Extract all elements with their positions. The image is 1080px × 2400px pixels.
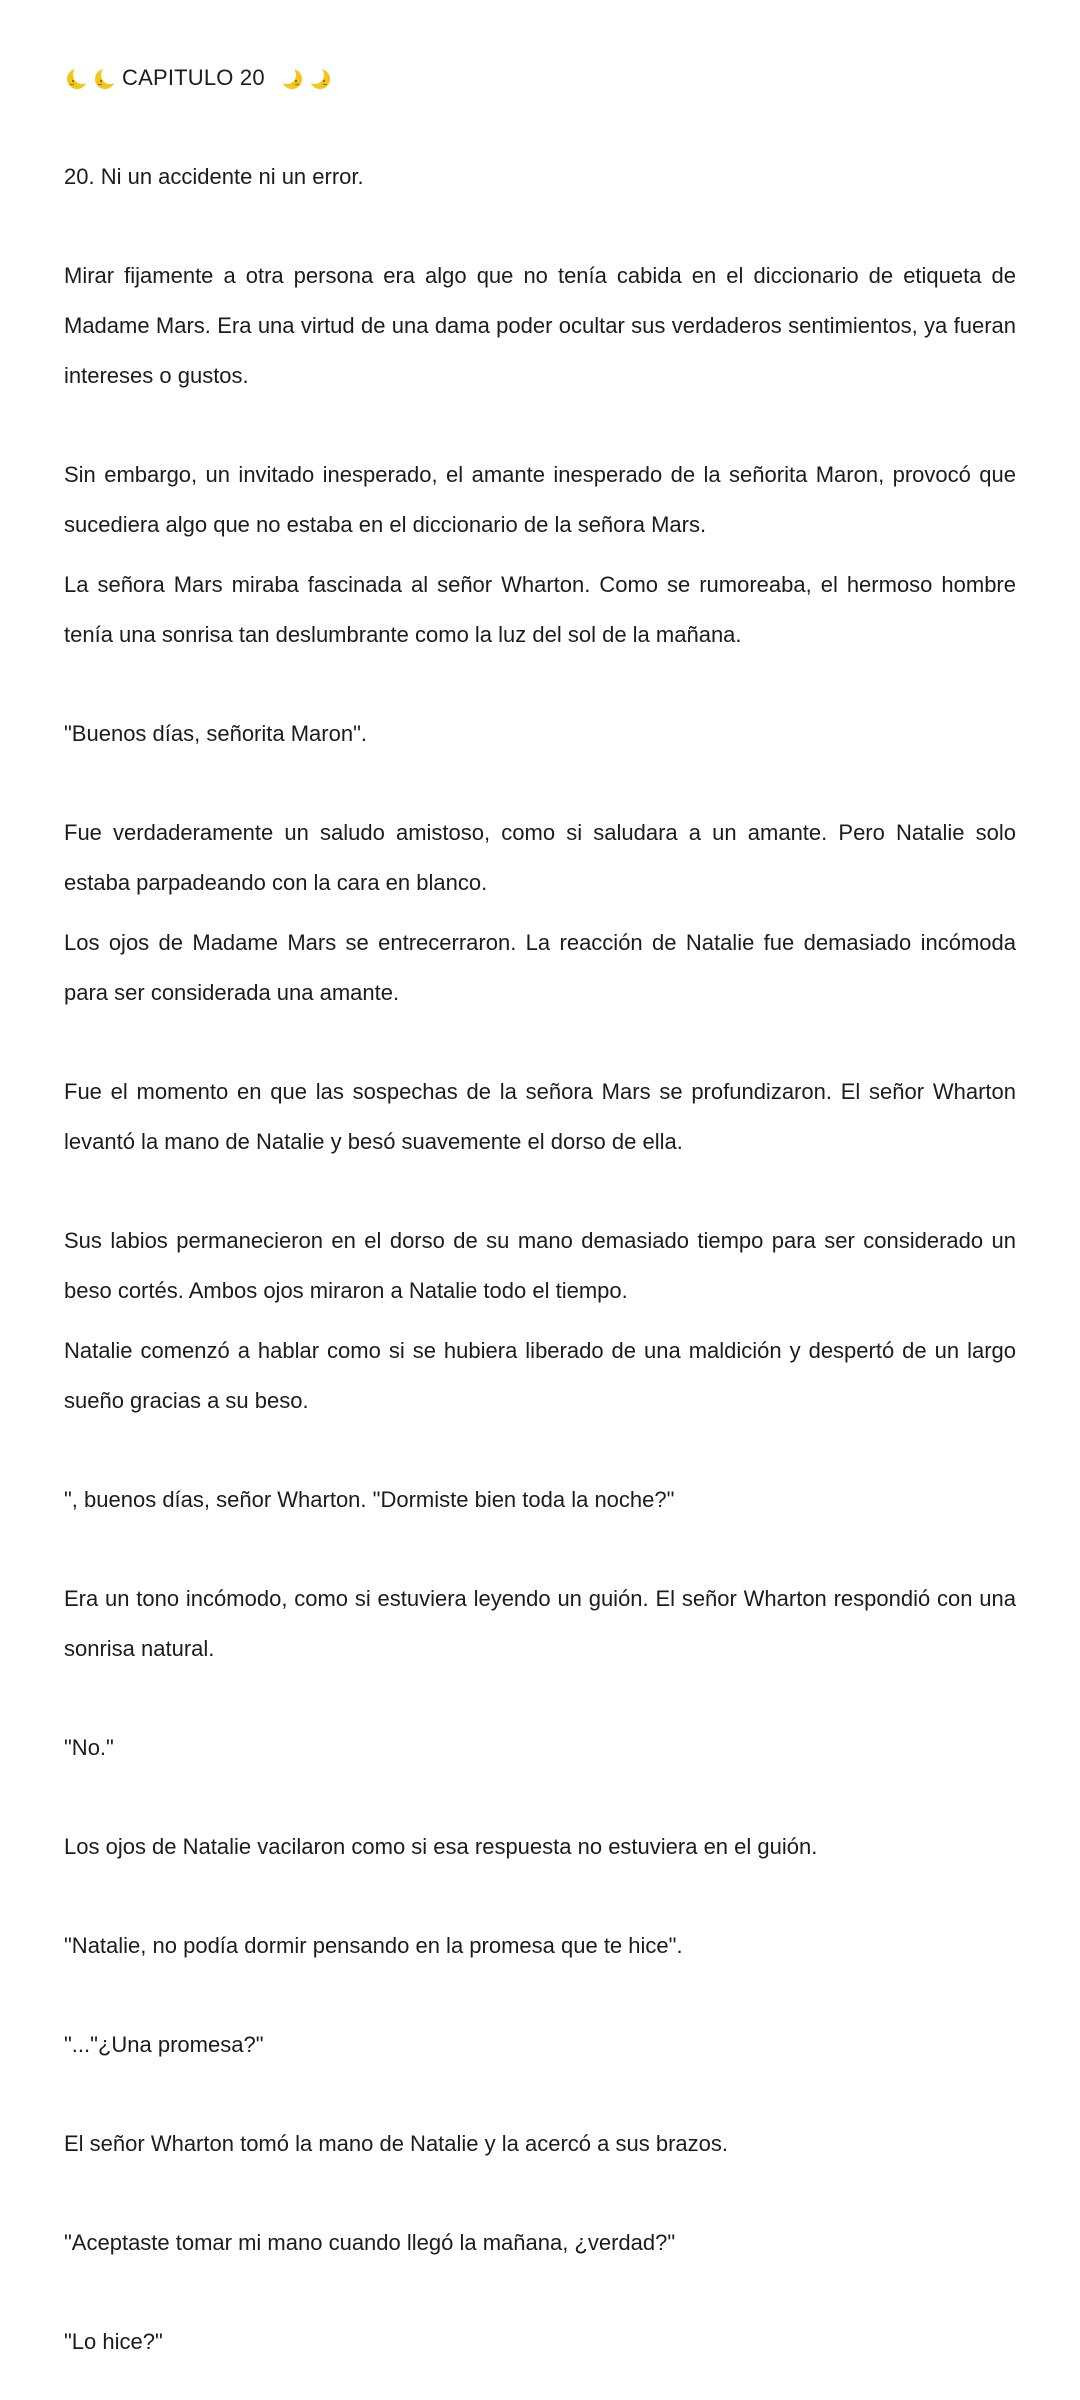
paragraph: Los ojos de Natalie vacilaron como si esa respuesta no estuviera en el guión.: [64, 1834, 818, 1859]
paragraph: "Buenos días, señorita Maron".: [64, 721, 368, 746]
crescent-moon-icon: [279, 65, 305, 91]
paragraph-subtitle: 20. Ni un accidente ni un error.: [64, 164, 364, 189]
paragraph: "Lo hice?": [64, 2329, 163, 2354]
paragraph: El señor Wharton tomó la mano de Natalie y la acercó a sus brazos.: [64, 2131, 728, 2156]
paragraph: "Aceptaste tomar mi mano cuando llegó la mañana, ¿verdad?": [64, 2230, 676, 2255]
crescent-moon-icon: [307, 65, 333, 91]
paragraph: Mirar fijamente a otra persona era algo que no tenía cabida en el diccionario de etiqueta de Madame Mars. Era una virtud de una dama poder ocultar sus verdaderos sentimientos, ya fueran intereses o gustos.: [64, 263, 1016, 388]
paragraph: Los ojos de Madame Mars se entrecerraron. La reacción de Natalie fue demasiado incómoda para ser considerada una amante.: [64, 930, 1016, 1005]
paragraph: Fue verdaderamente un saludo amistoso, como si saludara a un amante. Pero Natalie solo estaba parpadeando con la cara en blanco.: [64, 820, 1016, 895]
crescent-moon-icon: [64, 65, 90, 91]
chapter-content: [64, 56, 1016, 2367]
paragraph: Fue el momento en que las sospechas de la señora Mars se profundizaron. El señor Wharton levantó la mano de Natalie y besó suavemente el dorso de ella.: [64, 1079, 1016, 1154]
paragraph: Sus labios permanecieron en el dorso de su mano demasiado tiempo para ser considerado un beso cortés. Ambos ojos miraron a Natalie todo el tiempo.: [64, 1228, 1016, 1303]
paragraph: Sin embargo, un invitado inesperado, el amante inesperado de la señorita Maron, provocó que sucediera algo que no estaba en el diccionario de la señora Mars.: [64, 462, 1016, 537]
chapter-heading: [64, 56, 1016, 100]
paragraph: La señora Mars miraba fascinada al señor Wharton. Como se rumoreaba, el hermoso hombre tenía una sonrisa tan deslumbrante como la luz del sol de la mañana.: [64, 572, 1016, 647]
paragraph: Natalie comenzó a hablar como si se hubiera liberado de una maldición y despertó de un largo sueño gracias a su beso.: [64, 1338, 1016, 1413]
chapter-title: CAPITULO 20: [122, 65, 265, 90]
crescent-moon-icon: [92, 65, 118, 91]
paragraph: "..."¿Una promesa?": [64, 2032, 264, 2057]
paragraph: ", buenos días, señor Wharton. "Dormiste bien toda la noche?": [64, 1487, 675, 1512]
paragraph: Era un tono incómodo, como si estuviera leyendo un guión. El señor Wharton respondió con una sonrisa natural.: [64, 1586, 1016, 1661]
paragraph: "No.": [64, 1735, 114, 1760]
paragraph: "Natalie, no podía dormir pensando en la promesa que te hice".: [64, 1933, 683, 1958]
